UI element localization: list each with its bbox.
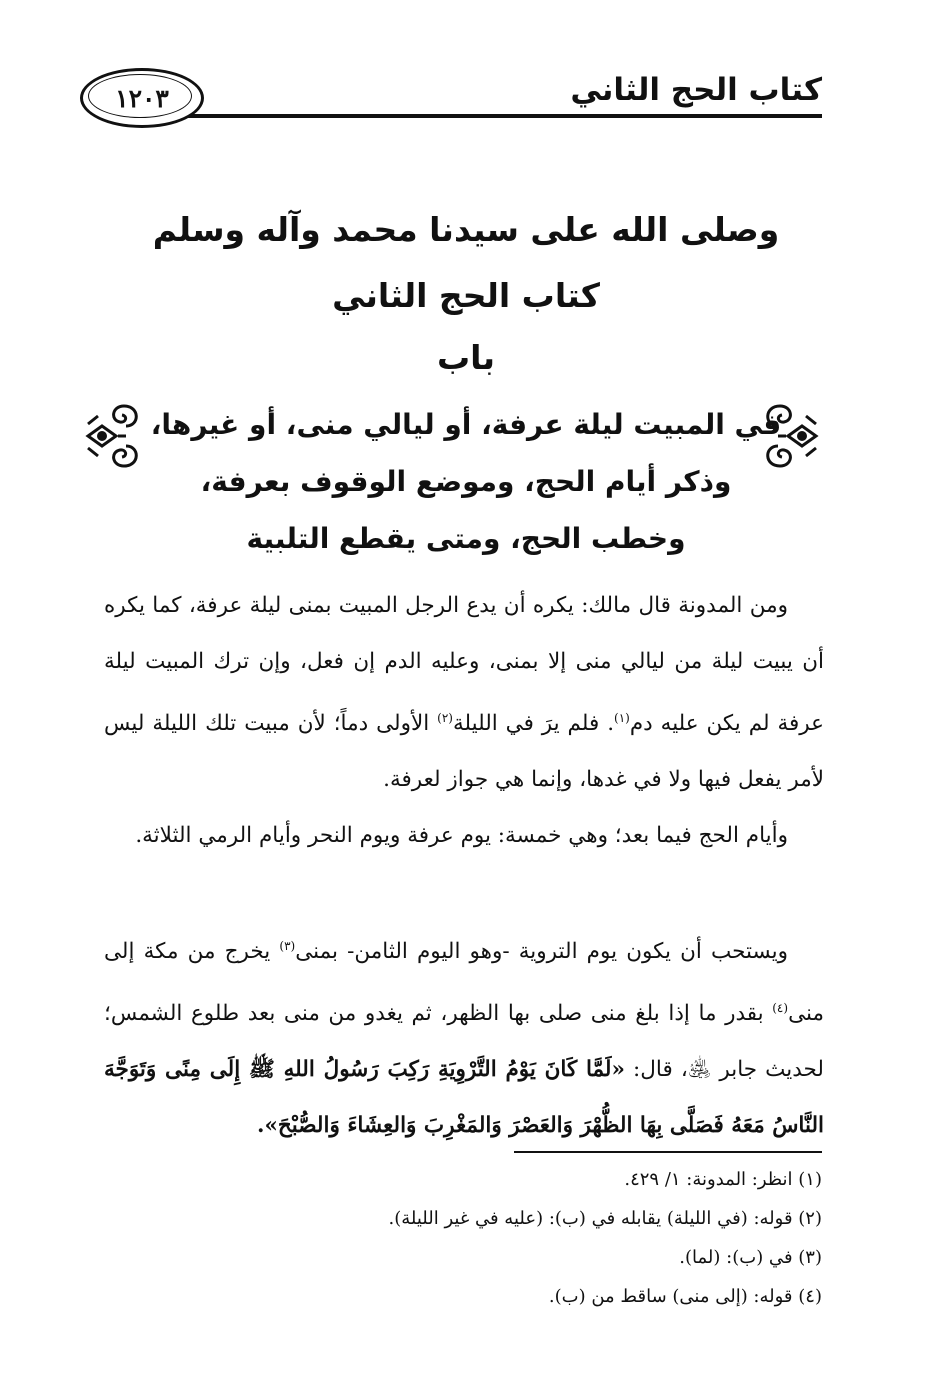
paragraph-2-text: وأيام الحج فيما بعد؛ وهي خمسة: يوم عرفة ويوم النحر وأيام الرمي الثلاثة. bbox=[135, 823, 788, 848]
paragraph-1-text-a: ومن المدونة قال مالك: يكره أن يدع الرجل المبيت بمنى ليلة عرفة، كما يكره أن يبيت ليلة من ليالي منى إلا بمنى، وعليه الدم إن فعل، وإن ترك المبيت ليلة عرفة لم يكن عليه دم bbox=[104, 593, 824, 737]
paragraph-1 bbox=[104, 578, 824, 808]
footnote-ref-4: (٤) bbox=[772, 1001, 789, 1016]
footnote-3: (٣) في (ب): (لما). bbox=[679, 1247, 822, 1268]
chapter-title-line-1: في المبيت ليلة عرفة، أو ليالي منى، أو غيرها، bbox=[150, 408, 782, 441]
blessing-heading: وصلى الله على سيدنا محمد وآله وسلم bbox=[152, 210, 780, 249]
paragraph-3 bbox=[104, 918, 824, 1154]
paragraph-3-text-b: يخرج من مكة إلى منى bbox=[104, 939, 824, 1027]
footnote-separator bbox=[514, 1151, 822, 1153]
scroll-ornament-icon bbox=[758, 396, 820, 476]
hadith-quote: «لَمَّا كَانَ يَوْمُ التَّرْوِيَةِ رَكِبَ رَسُولُ اللهِ ﷺ إِلَى مِنًى وَتَوَجَّهَ النَّاسُ مَعَهُ فَصَلَّى بِهَا الظُّهْرَ وَالعَصْرَ وَالمَغْرِبَ وَالعِشَاءَ وَالصُّبْحَ». bbox=[104, 1057, 824, 1139]
running-title: كتاب الحج الثاني bbox=[570, 72, 822, 108]
paragraph-3-text-a: ويستحب أن يكون يوم التروية -وهو اليوم الثامن- بمنى bbox=[295, 939, 788, 965]
footnotes bbox=[102, 1160, 822, 1316]
chapter-title-line-3: وخطب الحج، ومتى يقطع التلبية bbox=[246, 522, 686, 555]
paragraph-2 bbox=[104, 808, 824, 864]
paragraph-3-text-c: بقدر ما إذا بلغ منى صلى بها الظهر، ثم يغدو من منى بعد طلوع الشمس؛ لحديث جابر ﵁، قال: bbox=[104, 1001, 824, 1083]
book-title: كتاب الحج الثاني bbox=[332, 276, 600, 315]
footnote-4: (٤) قوله: (إلى منى) ساقط من (ب). bbox=[548, 1286, 822, 1307]
page-number: ١٢٠٣ bbox=[115, 83, 169, 113]
footnote-2: (٢) قوله: (في الليلة) يقابله في (ب): (عليه في غير الليلة). bbox=[388, 1208, 822, 1229]
paragraph-1-text-b: . فلم يرَ في الليلة bbox=[452, 711, 615, 737]
header-rule bbox=[100, 114, 822, 118]
footnote-ref-3: (٣) bbox=[279, 939, 296, 953]
footnote-ref-1: (١) bbox=[614, 711, 630, 725]
bab-heading: باب bbox=[437, 338, 495, 377]
footnote-1: (١) انظر: المدونة: ١/ ٤٢٩. bbox=[624, 1169, 822, 1190]
scroll-ornament-icon bbox=[84, 396, 146, 476]
page-badge-inner-ring bbox=[88, 74, 192, 118]
chapter-title-line-2: وذكر أيام الحج، وموضع الوقوف بعرفة، bbox=[200, 465, 732, 498]
footnote-ref-2: (٢) bbox=[437, 711, 453, 725]
paragraph-1-text-c: الأولى دماً؛ لأن مبيت تلك الليلة ليس لأمر يفعل فيها ولا في غدها، وإنما هي جواز لعرفة. bbox=[104, 711, 824, 793]
